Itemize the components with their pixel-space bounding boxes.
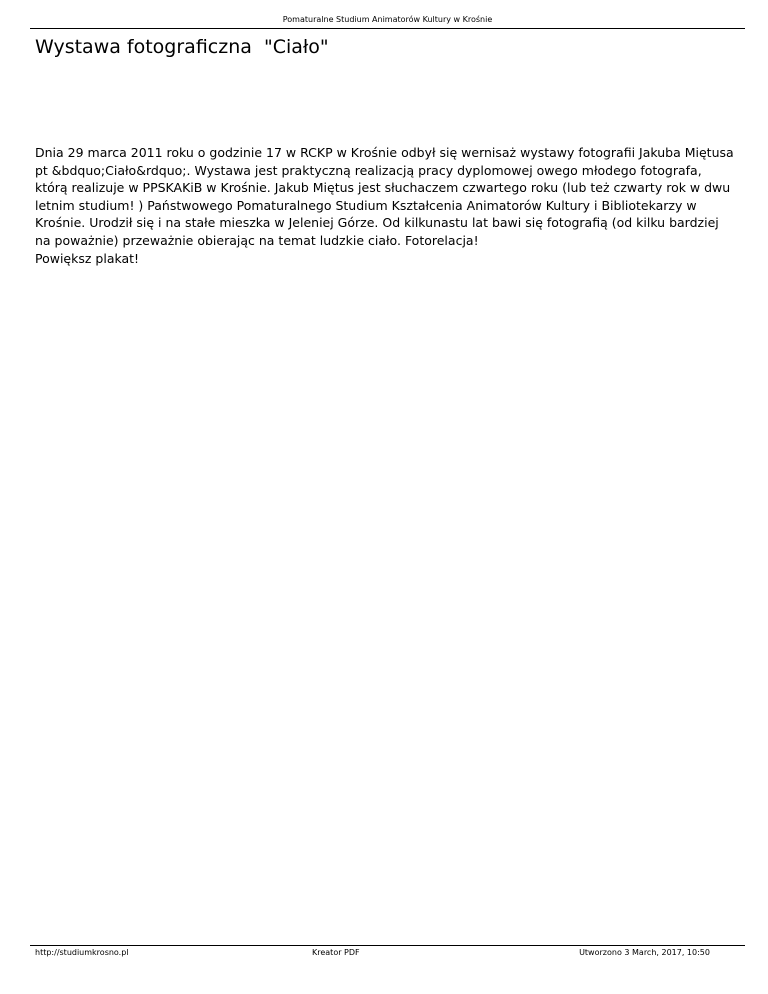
header-divider — [30, 28, 745, 29]
footer-generator: Kreator PDF — [312, 948, 360, 957]
footer-divider — [30, 945, 745, 946]
footer-site-url: http://studiumkrosno.pl — [35, 948, 129, 957]
article-body-text: Dnia 29 marca 2011 roku o godzinie 17 w RCKP w Krośnie odbył się wernisaż wystawy fotografii Jakuba Miętusa pt &bdquo;Ciało&rdquo;. Wystawa jest praktyczną realizacją pracy dyplomowej owego młodego fotografa, którą realizuje w PPSKAKiB w Krośnie. Jakub Miętus jest słuchaczem czwartego roku (lub też czwarty rok w dwu letnim studium! ) Państwowego Pomaturalnego Studium Kształcenia Animatorów Kultury i Bibliotekarzy w Krośnie. Urodził się i na stałe mieszka w Jeleniej Górze. Od kilkunastu lat bawi się fotografią (od kilku bardziej na poważnie) przeważnie obierając na temat ludzkie ciało. — [35, 145, 734, 248]
page-header: Pomaturalne Studium Animatorów Kultury w Krośnie — [282, 15, 493, 24]
article-title: Wystawa fotograficzna "Ciało" — [35, 36, 329, 58]
photo-gallery-link[interactable]: Fotorelacja! — [404, 232, 479, 248]
article-body — [35, 144, 735, 267]
page-footer — [35, 947, 710, 959]
footer-created-date: Utworzono 3 March, 2017, 10:50 — [579, 948, 710, 957]
enlarge-poster-link[interactable]: Powiększ plakat! — [35, 250, 140, 266]
